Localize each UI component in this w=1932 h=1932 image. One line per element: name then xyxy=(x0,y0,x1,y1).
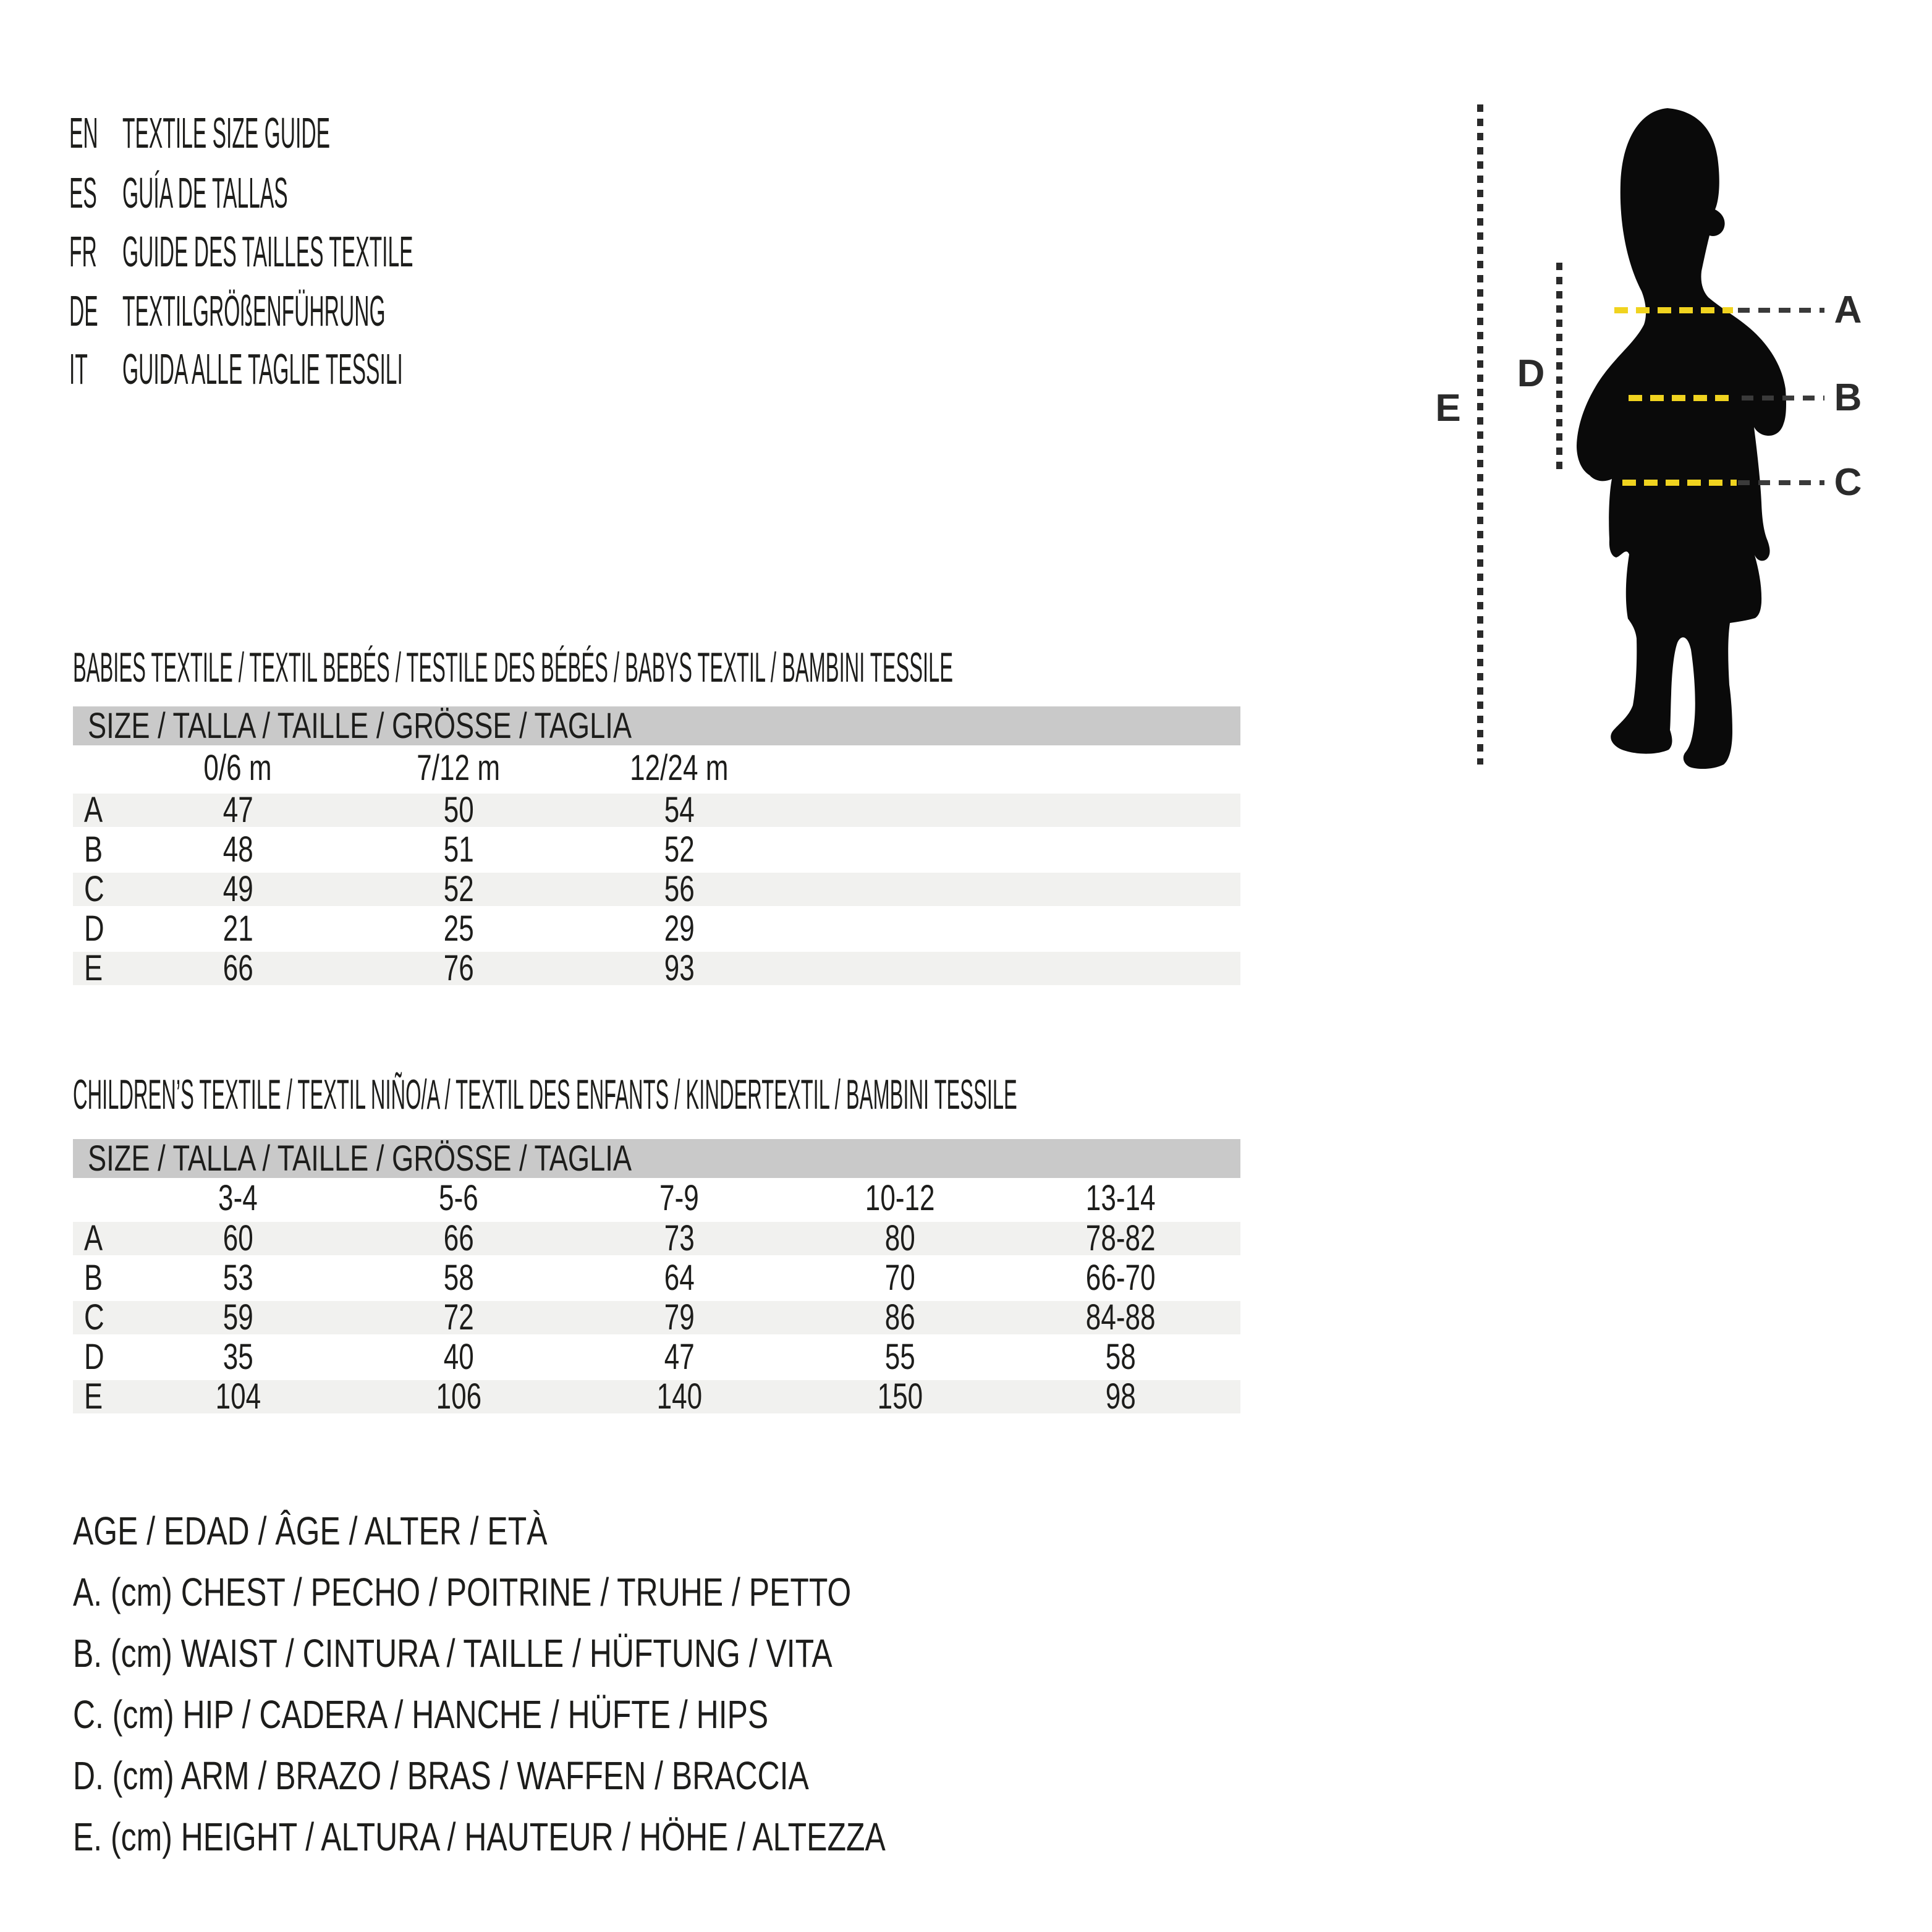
size-cell: 72 xyxy=(443,1297,474,1337)
legend-waist: B. (cm) WAIST / CINTURA / TAILLE / HÜFTUNG / VITA xyxy=(73,1631,833,1676)
size-cell: 59 xyxy=(222,1297,253,1337)
size-cell: 58 xyxy=(443,1258,474,1298)
column-header: 0/6 m xyxy=(203,748,273,788)
babies-column-headers xyxy=(73,745,1240,790)
legend-hip: C. (cm) HIP / CADERA / HANCHE / HÜFTE / HIPS xyxy=(73,1692,769,1737)
waist-line-gray xyxy=(1742,396,1824,400)
babies-size-table xyxy=(73,706,1240,988)
size-cell: 52 xyxy=(443,869,474,909)
size-header-bar xyxy=(73,1139,1240,1178)
size-cell: 58 xyxy=(1105,1337,1136,1377)
size-cell: 84-88 xyxy=(1085,1297,1156,1337)
size-cell: 21 xyxy=(222,909,253,949)
measure-label-B: B xyxy=(1834,376,1862,419)
size-header-label: SIZE / TALLA / TAILLE / GRÖSSE / TAGLIA xyxy=(88,1138,632,1179)
language-title: TEXTILE SIZE GUIDE xyxy=(122,109,331,157)
size-cell: 51 xyxy=(443,829,474,870)
row-label: B xyxy=(84,829,103,870)
size-cell: 140 xyxy=(656,1376,702,1417)
children-column-headers xyxy=(73,1178,1240,1219)
measure-label-E: E xyxy=(1435,387,1461,430)
column-header: 12/24 m xyxy=(630,748,729,788)
row-label: A xyxy=(84,790,103,830)
row-label: E xyxy=(84,1376,103,1417)
column-header: 13-14 xyxy=(1085,1178,1156,1218)
column-header: 10-12 xyxy=(865,1178,935,1218)
babies-section-title: BABIES TEXTILE / TEXTIL BEBÉS / TESTILE DES BÉBÉS / BABYS TEXTIL / BAMBINI TESSILE xyxy=(73,644,954,691)
size-cell: 79 xyxy=(664,1297,695,1337)
row-label: D xyxy=(84,909,104,949)
table-row xyxy=(73,1377,1240,1417)
size-cell: 53 xyxy=(222,1258,253,1298)
row-label: D xyxy=(84,1337,104,1377)
table-row xyxy=(73,1298,1240,1337)
size-cell: 54 xyxy=(664,790,695,830)
measure-label-A: A xyxy=(1834,289,1862,331)
language-code: FR xyxy=(69,227,97,276)
size-cell: 48 xyxy=(222,829,253,870)
table-row xyxy=(73,1258,1240,1298)
size-cell: 49 xyxy=(222,869,253,909)
size-cell: 66 xyxy=(222,948,253,988)
legend-height: E. (cm) HEIGHT / ALTURA / HAUTEUR / HÖHE / ALTEZZA xyxy=(73,1815,886,1859)
measure-label-C: C xyxy=(1834,461,1862,504)
chest-line-yellow xyxy=(1614,307,1733,313)
row-label: C xyxy=(84,869,104,909)
legend-age: AGE / EDAD / ÂGE / ALTER / ETÀ xyxy=(73,1509,548,1553)
size-cell: 56 xyxy=(664,869,695,909)
legend-arm: D. (cm) ARM / BRAZO / BRAS / WAFFEN / BRACCIA xyxy=(73,1753,809,1798)
table-row xyxy=(73,1219,1240,1258)
column-header: 7/12 m xyxy=(417,748,501,788)
language-code: IT xyxy=(69,345,88,393)
size-cell: 73 xyxy=(664,1218,695,1258)
chest-line-gray xyxy=(1738,308,1824,313)
size-cell: 106 xyxy=(436,1376,481,1417)
size-cell: 29 xyxy=(664,909,695,949)
table-row xyxy=(73,830,1240,870)
hip-line-gray xyxy=(1738,480,1824,485)
row-label: B xyxy=(84,1258,103,1298)
column-header: 7-9 xyxy=(659,1178,699,1218)
language-code: EN xyxy=(69,109,98,157)
size-cell: 60 xyxy=(222,1218,253,1258)
size-cell: 55 xyxy=(884,1337,915,1377)
size-cell: 52 xyxy=(664,829,695,870)
size-cell: 70 xyxy=(884,1258,915,1298)
table-row xyxy=(73,949,1240,988)
size-cell: 47 xyxy=(664,1337,695,1377)
arm-measure-dotted-line-D xyxy=(1556,263,1562,471)
size-cell: 40 xyxy=(443,1337,474,1377)
size-cell: 35 xyxy=(222,1337,253,1377)
language-code: DE xyxy=(69,287,98,335)
size-header-label: SIZE / TALLA / TAILLE / GRÖSSE / TAGLIA xyxy=(88,706,632,746)
legend-chest: A. (cm) CHEST / PECHO / POITRINE / TRUHE / PETTO xyxy=(73,1570,852,1614)
size-cell: 80 xyxy=(884,1218,915,1258)
language-title: TEXTILGRÖßENFÜHRUNG xyxy=(122,287,386,335)
size-cell: 50 xyxy=(443,790,474,830)
hip-line-yellow xyxy=(1622,480,1737,486)
language-title: GUIDE DES TAILLES TEXTILE xyxy=(122,227,413,276)
size-cell: 78-82 xyxy=(1085,1218,1156,1258)
table-row xyxy=(73,870,1240,909)
size-cell: 93 xyxy=(664,948,695,988)
size-cell: 86 xyxy=(884,1297,915,1337)
row-label: E xyxy=(84,948,103,988)
waist-line-yellow xyxy=(1629,395,1737,401)
size-cell: 66 xyxy=(443,1218,474,1258)
size-cell: 98 xyxy=(1105,1376,1136,1417)
column-header: 3-4 xyxy=(218,1178,258,1218)
table-row xyxy=(73,909,1240,949)
size-cell: 25 xyxy=(443,909,474,949)
column-header: 5-6 xyxy=(439,1178,478,1218)
size-cell: 66-70 xyxy=(1085,1258,1156,1298)
language-title: GUIDA ALLE TAGLIE TESSILI xyxy=(122,345,403,393)
row-label: C xyxy=(84,1297,104,1337)
measure-label-D: D xyxy=(1517,352,1545,395)
size-cell: 47 xyxy=(222,790,253,830)
size-cell: 76 xyxy=(443,948,474,988)
children-section-title: CHILDREN’S TEXTILE / TEXTIL NIÑO/A / TEXTIL DES ENFANTS / KINDERTEXTIL / BAMBINI TESSILE xyxy=(73,1071,1017,1118)
table-row xyxy=(73,1337,1240,1377)
size-cell: 104 xyxy=(215,1376,261,1417)
row-label: A xyxy=(84,1218,103,1258)
language-title: GUÍA DE TALLAS xyxy=(122,169,288,217)
size-header-bar xyxy=(73,706,1240,745)
language-code: ES xyxy=(69,169,97,217)
size-cell: 150 xyxy=(877,1376,923,1417)
table-row xyxy=(73,790,1240,830)
children-size-table xyxy=(73,1139,1240,1417)
size-cell: 64 xyxy=(664,1258,695,1298)
